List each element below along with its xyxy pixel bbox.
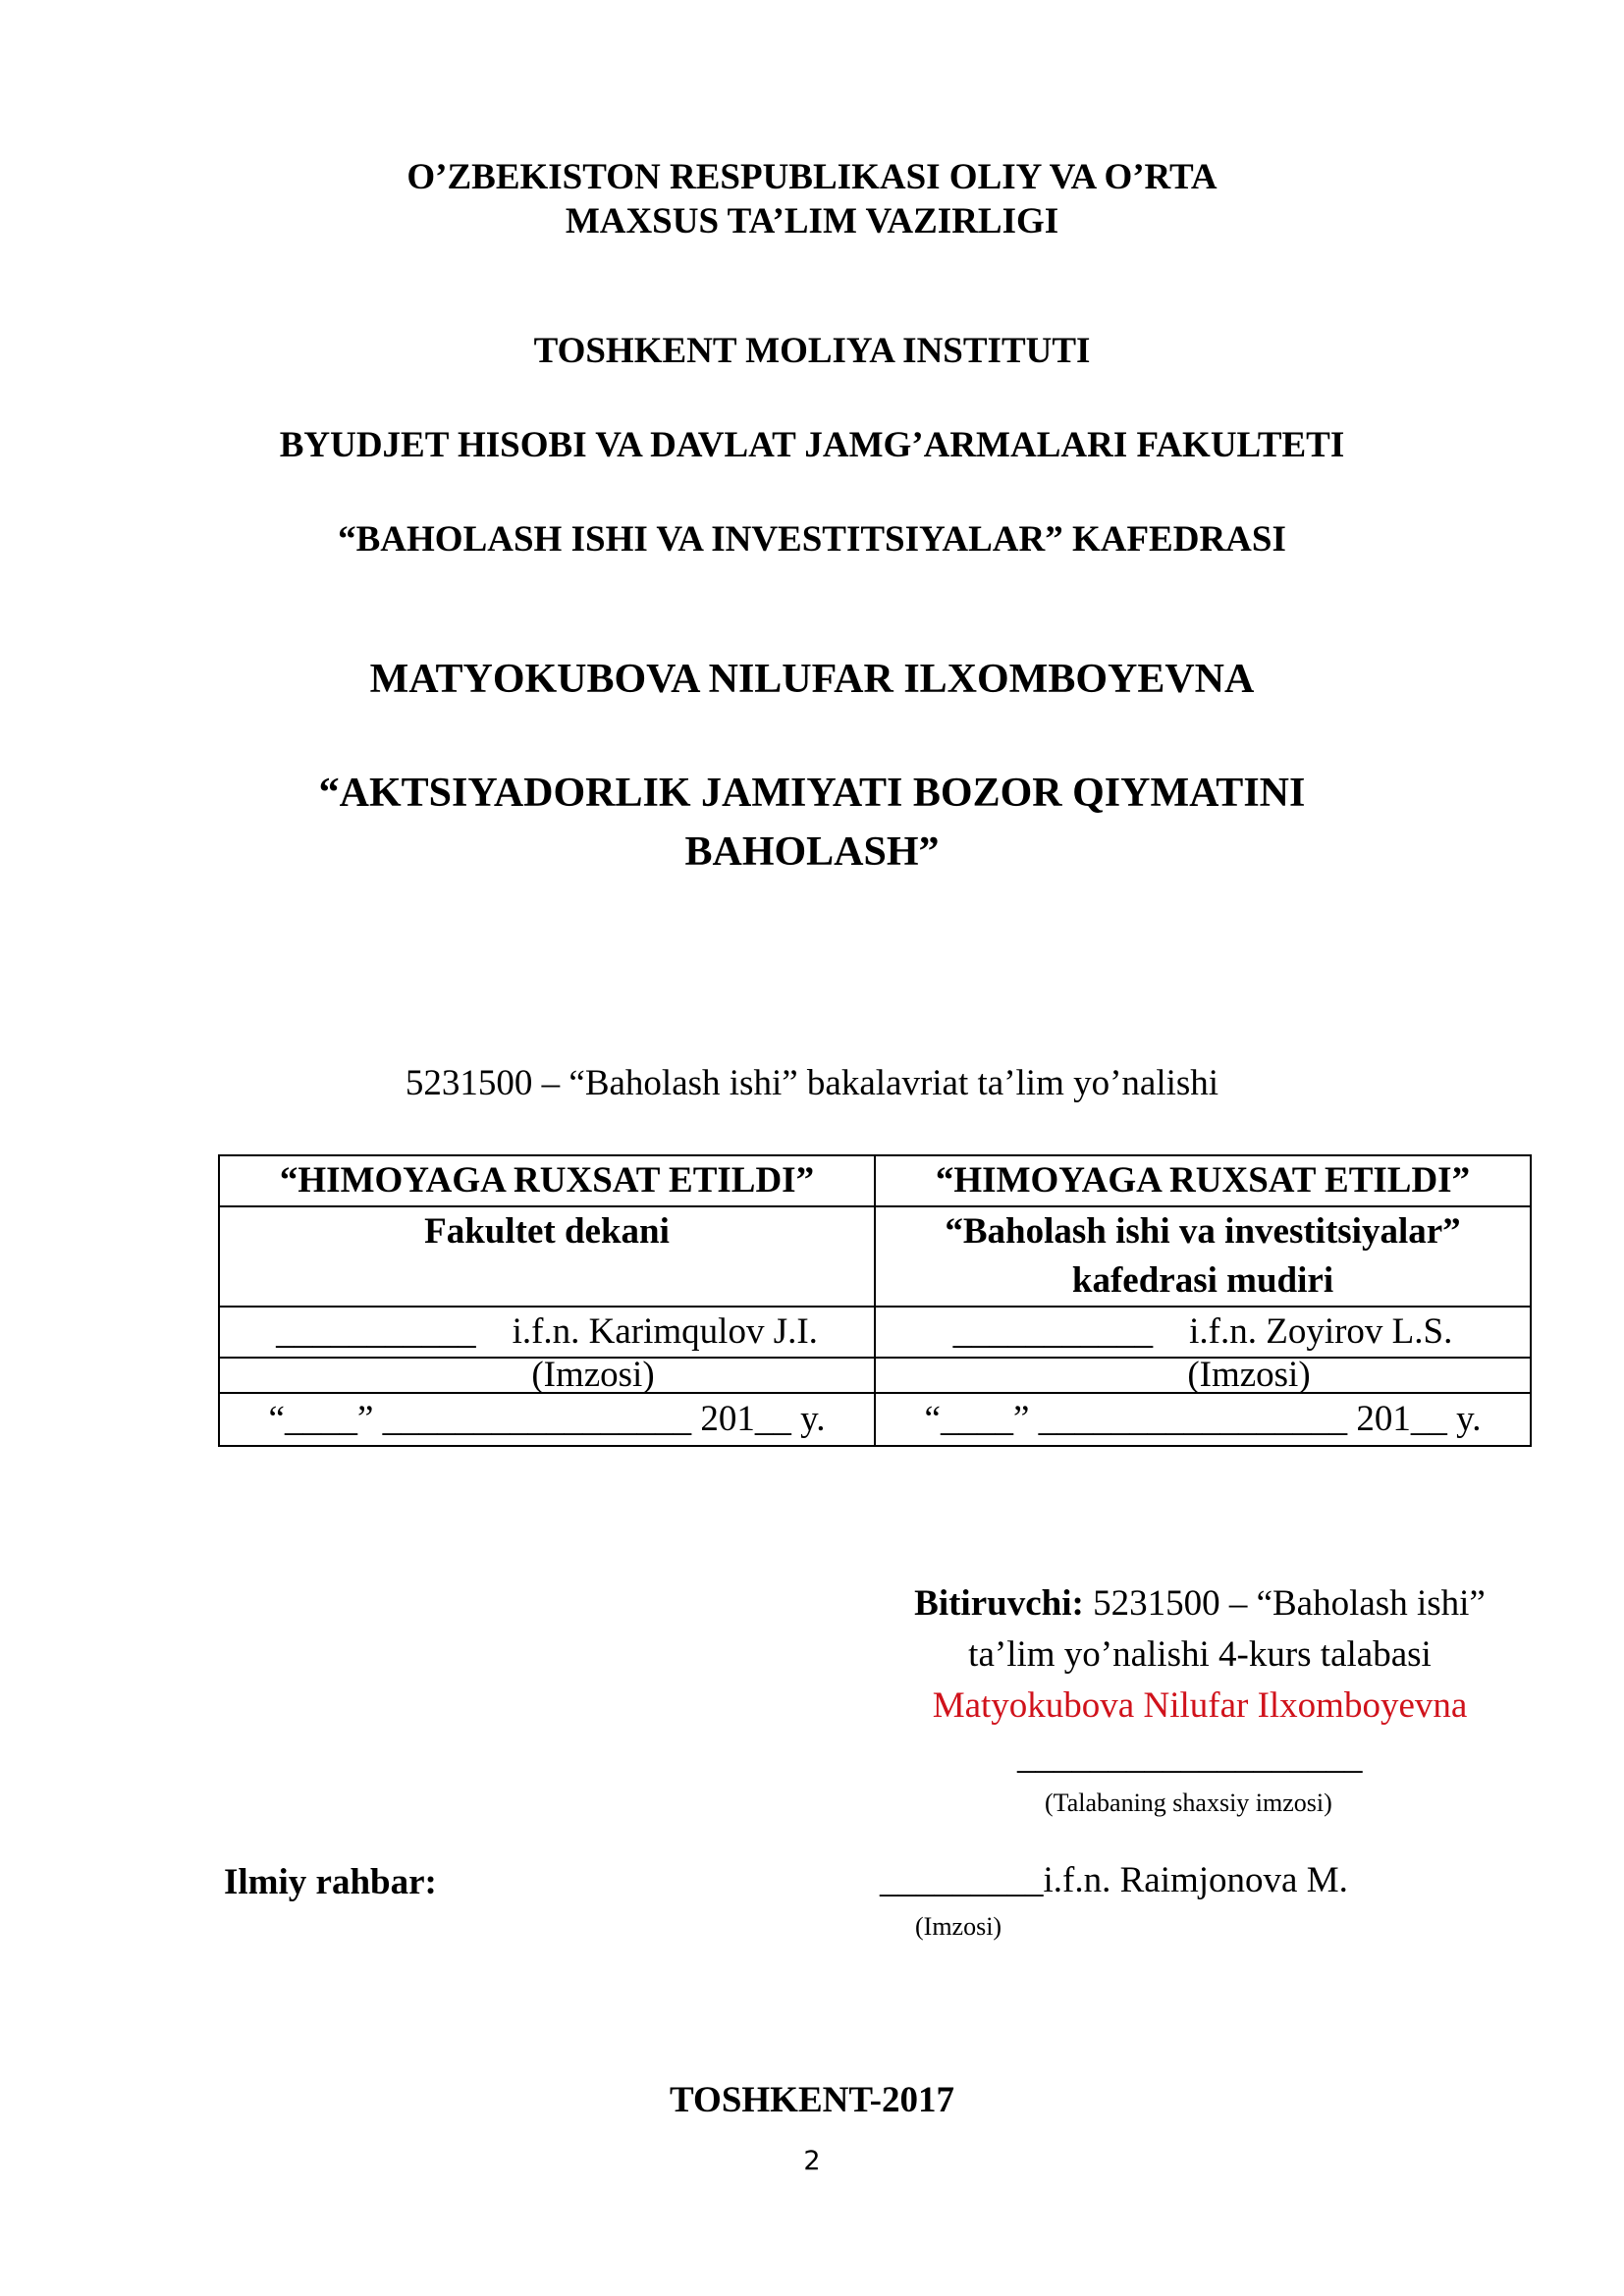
right-role-line-2: kafedrasi mudiri	[1071, 1260, 1334, 1301]
supervisor-sign-caption: (Imzosi)	[915, 1912, 1002, 1941]
thesis-title	[0, 764, 1624, 881]
right-sign-caption: (Imzosi)	[875, 1358, 1531, 1393]
left-sign-caption: (Imzosi)	[219, 1358, 875, 1393]
supervisor-name: i.f.n. Raimjonova M.	[1043, 1860, 1348, 1900]
city-year: TOSHKENT-2017	[670, 2080, 954, 2120]
graduate-signature-line: ___________________	[1017, 1736, 1363, 1777]
graduate-signature-caption: (Talabaning shaxsiy imzosi)	[1045, 1789, 1332, 1817]
program-line: 5231500 – “Baholash ishi” bakalavriat ta’lim yo’nalishi	[405, 1063, 1219, 1103]
left-signature-cell	[219, 1307, 875, 1358]
right-role-line-1: “Baholash ishi va investitsiyalar”	[945, 1211, 1461, 1252]
graduate-name: Matyokubova Nilufar Ilxomboyevna	[932, 1685, 1468, 1726]
right-approval-heading: “HIMOYAGA RUXSAT ETILDI”	[875, 1155, 1531, 1206]
department-name: “BAHOLASH ISHI VA INVESTITSIYALAR” KAFEDRASI	[338, 519, 1286, 560]
graduate-program: 5231500 – “Baholash ishi”	[1083, 1583, 1486, 1624]
graduate-program-line	[856, 1578, 1543, 1629]
left-signer: i.f.n. Karimqulov J.I.	[512, 1311, 818, 1352]
right-signer: i.f.n. Zoyirov L.S.	[1189, 1311, 1453, 1352]
right-signature-line: ___________	[952, 1311, 1154, 1352]
faculty-name: BYUDJET HISOBI VA DAVLAT JAMG’ARMALARI FAKULTETI	[279, 425, 1345, 465]
thesis-title-line-1: “AKTSIYADORLIK JAMIYATI BOZOR QIYMATINI	[318, 771, 1306, 816]
approval-table	[218, 1154, 1532, 1447]
left-date-line: “____” _________________ 201__ y.	[219, 1393, 875, 1446]
page-number: 2	[803, 2146, 821, 2176]
ministry-title	[0, 155, 1624, 243]
supervisor-signature	[880, 1859, 1348, 1901]
ministry-line-1: O’ZBEKISTON RESPUBLIKASI OLIY VA O’RTA	[406, 157, 1218, 197]
right-signature-cell	[875, 1307, 1531, 1358]
ministry-line-2: MAXSUS TA’LIM VAZIRLIGI	[565, 201, 1059, 241]
graduate-label: Bitiruvchi:	[914, 1583, 1084, 1624]
institute-name: TOSHKENT MOLIYA INSTITUTI	[533, 331, 1091, 371]
supervisor-label: Ilmiy rahbar:	[224, 1862, 437, 1902]
graduate-block	[856, 1578, 1543, 1732]
left-approval-heading: “HIMOYAGA RUXSAT ETILDI”	[219, 1155, 875, 1206]
right-role	[875, 1206, 1531, 1307]
graduate-course: ta’lim yo’nalishi 4-kurs talabasi	[968, 1634, 1432, 1675]
supervisor-signature-line: _________	[880, 1860, 1044, 1900]
left-role: Fakultet dekani	[219, 1206, 875, 1307]
left-signature-line: ___________	[276, 1311, 476, 1352]
author-name: MATYOKUBOVA NILUFAR ILXOMBOYEVNA	[369, 657, 1255, 702]
right-date-line: “____” _________________ 201__ y.	[875, 1393, 1531, 1446]
thesis-title-line-2: BAHOLASH”	[684, 829, 940, 875]
